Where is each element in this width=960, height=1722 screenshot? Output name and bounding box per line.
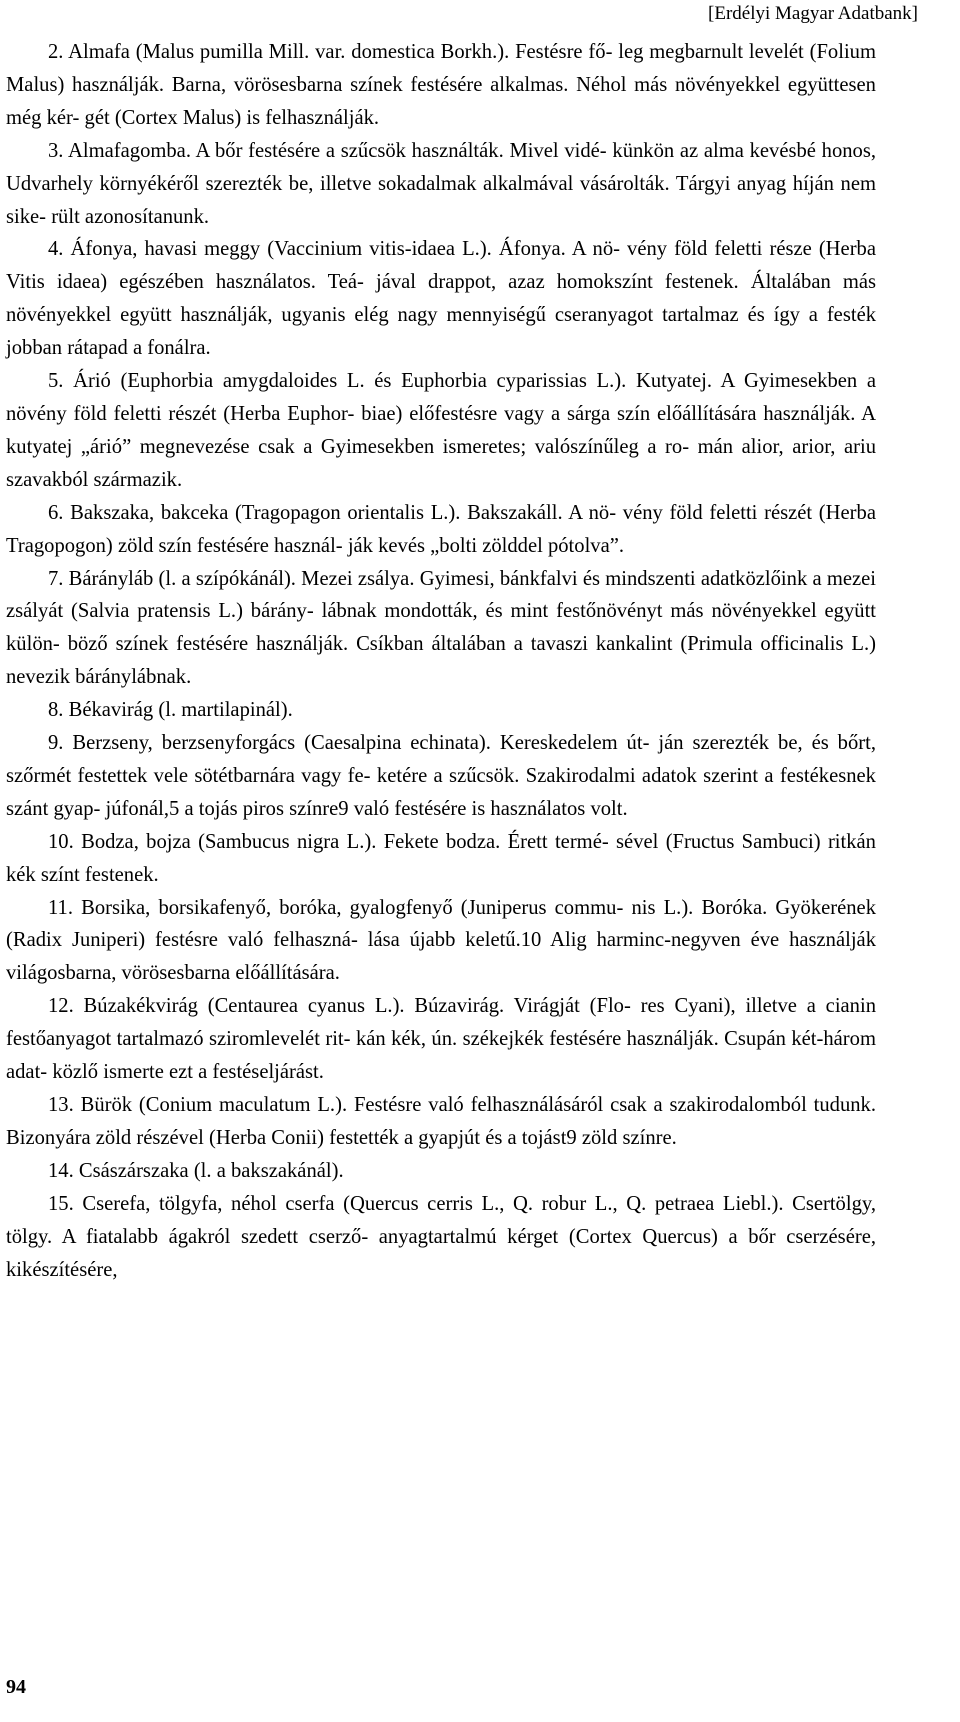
text-line: nis L.). Boróka. Gyökerének (Radix Juniperi) festésre való felhaszná- xyxy=(6,896,876,952)
text-line: színek festésére alkalmas. Néhol más növényekkel együttesen még kér- xyxy=(6,73,876,129)
text-line: 13. Bürök (Conium maculatum L.). Festésre való felhasználásáról xyxy=(48,1094,604,1116)
text-line: közlő ismerte ezt a festéseljárást. xyxy=(52,1061,324,1084)
text-line: res Cyani), illetve a cianin festőanyagot tartalmazó sziromlevelét rit- xyxy=(6,995,876,1051)
text-line: 6. Bakszaka, bakceka (Tragopagon orientalis L.). Bakszakáll. A nö- xyxy=(48,501,617,524)
text-line: leg megbarnult levelét (Folium Malus) használják. Barna, vörösesbarna xyxy=(6,41,876,96)
text-line: „árió” megnevezése csak a Gyimesekben ismeretes; valószínűleg a ro- xyxy=(80,435,690,458)
text-line: (Primula officinalis L.) nevezik báránylábnak. xyxy=(6,633,876,689)
text-line: vörösesbarna előállítására. xyxy=(121,962,340,985)
text-line: lása újabb keletű.10 Alig harminc-negyven éve használják világosbarna, xyxy=(6,929,876,985)
text-line: mindszenti adatközlőink a mezei zsályát (Salvia pratensis L.) bárány- xyxy=(6,567,877,623)
entry-13 xyxy=(6,1089,876,1155)
text-line: 12. Búzakékvirág (Centaurea cyanus L.). Búzavirág. Virágját (Flo- xyxy=(48,995,631,1018)
text-line: ketére a szűcsök. Szakirodalmi adatok szerint a festékesnek szánt gyap- xyxy=(6,764,876,820)
text-line: 11. Borsika, borsikafenyő, boróka, gyalogfenyő (Juniperus commu- xyxy=(48,896,624,919)
text-line: 5. Árió (Euphorbia amygdaloides L. és Euphorbia cyparissias L.). xyxy=(48,370,627,393)
entry-11 xyxy=(6,892,876,991)
text-line: ján szerezték be, és bőrt, szőrmét festettek vele sötétbarnára vagy fe- xyxy=(6,732,876,787)
text-line: anyagtartalmú kérget (Cortex Quercus) a bőr cserzésére, kikészítésére, xyxy=(6,1225,876,1281)
text-line: együtt használják, ugyanis elég nagy mennyiségű cseranyagot tartalmaz xyxy=(120,304,739,327)
text-line: künkön az alma kevésbé honos, Udvarhely környékéről szerezték be, xyxy=(6,139,877,195)
text-line: 9. Berzseny, berzsenyforgács (Caesalpina echinata). Kereskedelem út- xyxy=(48,732,650,755)
entry-7 xyxy=(6,563,876,695)
text-line: 7. Bárányláb (l. a szípókánál). Mezei zsálya. Gyimesi, bánkfalvi és xyxy=(48,567,601,590)
entry-9 xyxy=(6,727,876,826)
text-line: és így a festék jobban rátapad a fonálra. xyxy=(6,304,877,360)
entry-2 xyxy=(6,36,876,135)
text-line: 10. Bodza, bojza (Sambucus nigra L.). Fekete bodza. Érett termé- xyxy=(48,830,609,853)
source-header: [Erdélyi Magyar Adatbank] xyxy=(708,3,918,24)
text-line: 4. Áfonya, havasi meggy (Vaccinium vitis-idaea L.). Áfonya. A nö- xyxy=(48,238,620,261)
text-line: sével (Fructus Sambuci) ritkán kék színt festenek. xyxy=(6,830,876,886)
text-line: gét (Cortex Malus) is felhasználják. xyxy=(84,106,380,129)
text-line: 14. Császárszaka (l. a bakszakánál). xyxy=(48,1159,344,1182)
text-line: vény föld feletti része (Herba Vitis idaea) egészében használatos. Teá- xyxy=(6,238,876,294)
entry-3 xyxy=(6,135,876,234)
text-line: vény föld feletti részét (Herba Tragopogon) zöld szín festésére használ- xyxy=(6,501,876,557)
entry-10 xyxy=(6,826,876,892)
text-line: 15. Cserefa, tölgyfa, néhol cserfa (Quercus cerris L., Q. robur L., xyxy=(48,1192,618,1215)
text-line: 8. Békavirág (l. martilapinál). xyxy=(48,699,293,722)
text-line: rült azonosítanunk. xyxy=(51,205,210,228)
text-line: jával drappot, azaz homokszínt festenek. Általában más növényekkel xyxy=(6,271,876,327)
text-line: Q. petraea Liebl.). Csertölgy, tölgy. A fiatalabb ágakról szedett cserző- xyxy=(6,1192,876,1248)
entry-5 xyxy=(6,365,876,497)
text-line: ják kevés „bolti zölddel pótolva”. xyxy=(347,534,625,557)
page-number: 94 xyxy=(6,1676,26,1698)
text-line: kán kék, ún. székejkék festésére használják. Csupán két-három adat- xyxy=(6,1028,876,1084)
text-line: lábnak mondották, és mint festőnövényt más növényekkel együtt külön- xyxy=(6,600,877,656)
text-line: 2. Almafa (Malus pumilla Mill. var. domestica Borkh.). Festésre fő- xyxy=(48,41,613,63)
entry-8 xyxy=(6,694,876,727)
entry-6 xyxy=(6,497,876,563)
text-line: böző színek festésére használják. Csíkban általában a tavaszi kankalint xyxy=(67,633,673,656)
text-line: illetve sokadalmak alkalmával vásárolták. Tárgyi anyag híján nem sike- xyxy=(6,172,876,228)
article-body xyxy=(6,36,876,1286)
entry-4 xyxy=(6,233,876,365)
text-line: festették a gyapjút és a tojást9 zöld színre. xyxy=(329,1126,677,1149)
entry-12 xyxy=(6,990,876,1089)
text-line: Kutyatej. A Gyimesekben a növény föld feletti részét (Herba Euphor- xyxy=(6,370,876,425)
text-line: júfonál,5 a tojás piros színre9 való festésére is használatos volt. xyxy=(105,797,628,820)
text-line: csak a szakirodalomból tudunk. Bizonyára zöld részével (Herba Conii) xyxy=(6,1094,876,1149)
text-line: 3. Almafagomba. A bőr festésére a szűcsök használták. Mivel vidé- xyxy=(48,139,607,162)
entry-14 xyxy=(6,1155,876,1188)
text-line: biae) előfestésre vagy a sárga szín előállítására használják. A kutyatej xyxy=(6,402,876,458)
text-line: mán alior, arior, ariu szavakból származik. xyxy=(6,435,877,491)
entry-15 xyxy=(6,1188,876,1287)
